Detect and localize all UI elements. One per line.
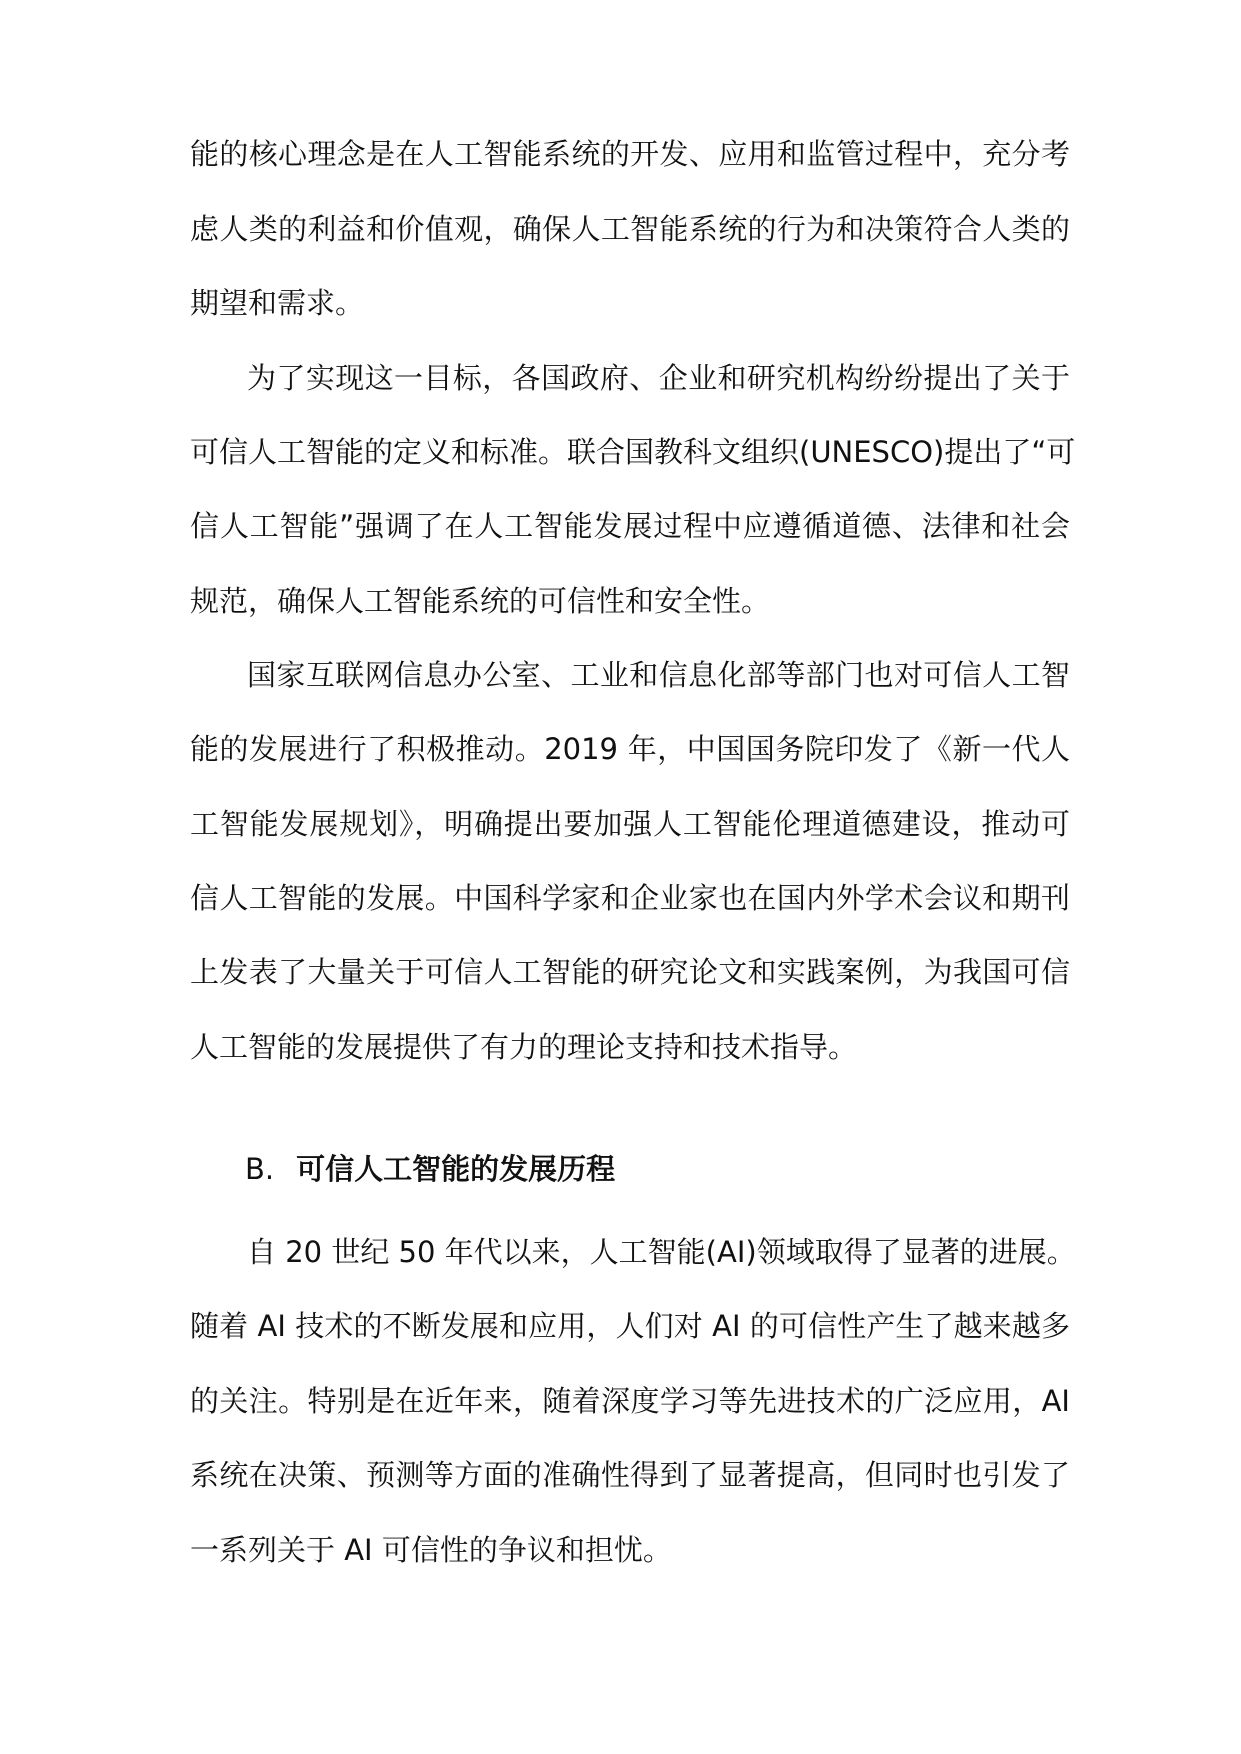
paragraph-1-line-1: 能的核心理念是在人工智能系统的开发、应用和监管过程中，充分考 <box>190 137 1070 171</box>
paragraph-4-line-4: 系统在决策、预测等方面的准确性得到了显著提高，但同时也引发了 <box>190 1458 1070 1492</box>
paragraph-3-line-3: 工智能发展规划》，明确提出要加强人工智能伦理道德建设，推动可 <box>190 807 1070 841</box>
section-number: B. <box>245 1152 275 1186</box>
section-title: 可信人工智能的发展历程 <box>296 1152 616 1186</box>
paragraph-3-line-1: 国家互联网信息办公室、工业和信息化部等部门也对可信人工智 <box>247 658 1070 692</box>
paragraph-4-line-2: 随着 AI 技术的不断发展和应用，人们对 AI 的可信性产生了越来越多 <box>190 1309 1070 1343</box>
paragraph-2-line-4: 规范，确保人工智能系统的可信性和安全性。 <box>190 584 771 618</box>
paragraph-3-line-6: 人工智能的发展提供了有力的理论支持和技术指导。 <box>190 1030 858 1064</box>
paragraph-2-line-3: 信人工智能”强调了在人工智能发展过程中应遵循道德、法律和社会 <box>190 509 1070 543</box>
paragraph-4-line-3: 的关注。特别是在近年来，随着深度学习等先进技术的广泛应用，AI <box>190 1384 1070 1418</box>
paragraph-2-line-2: 可信人工智能的定义和标准。联合国教科文组织(UNESCO)提出了“可 <box>190 435 1076 469</box>
paragraph-4-line-1: 自 20 世纪 50 年代以来，人工智能(AI)领域取得了显著的进展。 <box>247 1235 1076 1269</box>
paragraph-2-line-1: 为了实现这一目标，各国政府、企业和研究机构纷纷提出了关于 <box>247 361 1070 395</box>
paragraph-3-line-2: 能的发展进行了积极推动。2019 年，中国国务院印发了《新一代人 <box>190 732 1070 766</box>
paragraph-3-line-5: 上发表了大量关于可信人工智能的研究论文和实践案例，为我国可信 <box>190 955 1070 989</box>
paragraph-4-line-5: 一系列关于 AI 可信性的争议和担忧。 <box>190 1533 672 1567</box>
paragraph-1-line-2: 虑人类的利益和价值观，确保人工智能系统的行为和决策符合人类的 <box>190 212 1070 246</box>
section-heading <box>245 1149 615 1189</box>
paragraph-1-line-3: 期望和需求。 <box>190 286 365 320</box>
paragraph-3-line-4: 信人工智能的发展。中国科学家和企业家也在国内外学术会议和期刊 <box>190 881 1070 915</box>
